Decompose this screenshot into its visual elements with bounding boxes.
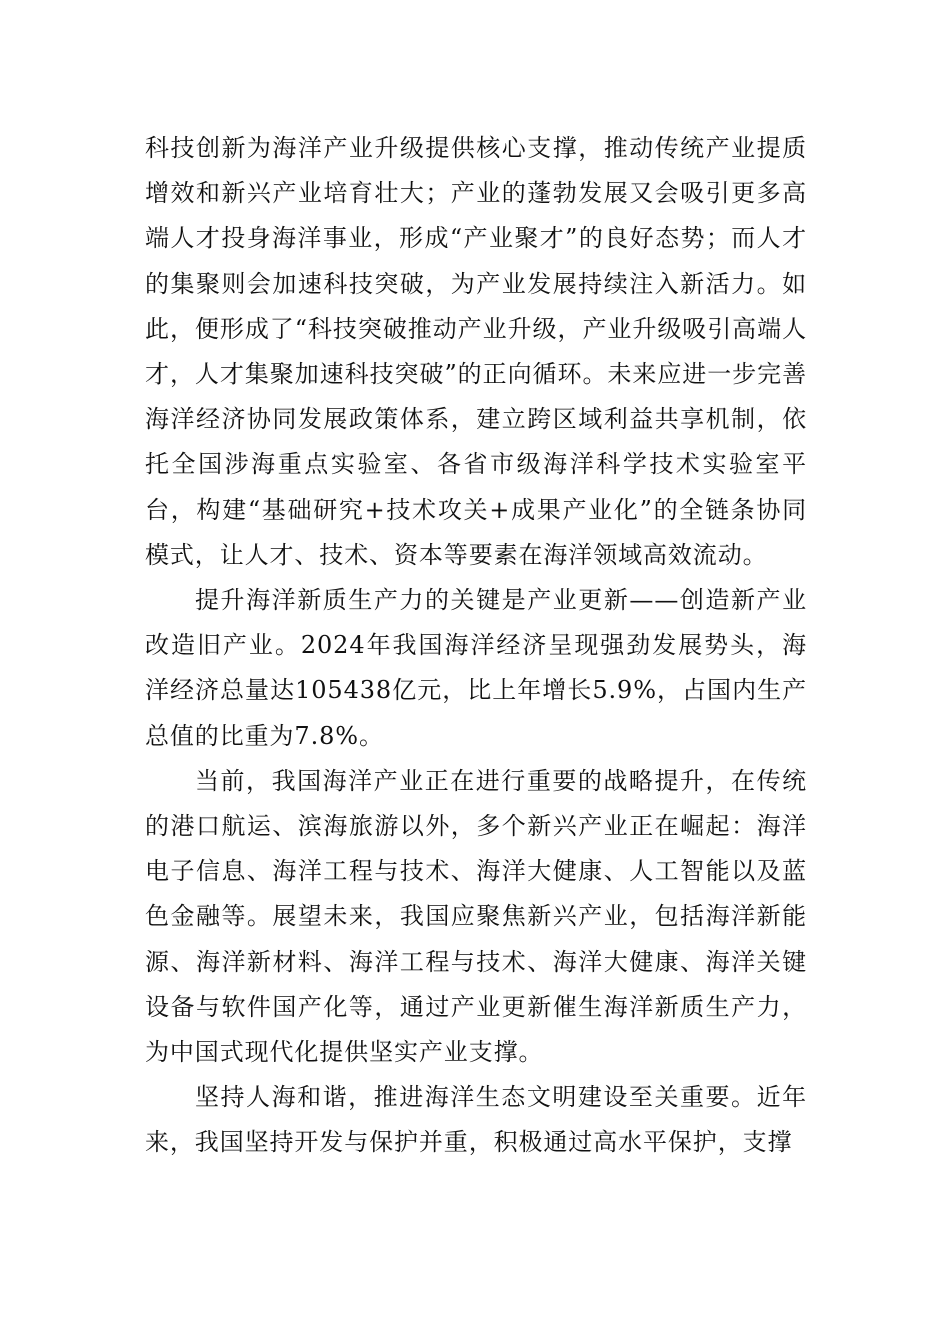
paragraph-industry-renewal: 提升海洋新质生产力的关键是产业更新——创造新产业改造旧产业。2024年我国海洋经济呈现强劲发展势头，海洋经济总量达105438亿元，比上年增长5.9%，占国内生产总值的比重为7.8%。 <box>145 586 807 750</box>
paragraph-continued: 科技创新为海洋产业升级提供核心支撑，推动传统产业提质增效和新兴产业培育壮大；产业的蓬勃发展又会吸引更多高端人才投身海洋事业，形成“产业聚才”的良好态势；而人才的集聚则会加速科技突破，为产业发展持续注入新活力。如此，便形成了“科技突破推动产业升级，产业升级吸引高端人才，人才集聚加速科技突破”的正向循环。未来应进一步完善海洋经济协同发展政策体系，建立跨区域利益共享机制，依托全国涉海重点实验室、各省市级海洋科学技术实验室平台，构建“基础研究+技术攻关+成果产业化”的全链条协同模式，让人才、技术、资本等要素在海洋领域高效流动。 <box>145 134 807 569</box>
document-body <box>145 126 807 1166</box>
paragraph-emerging-industries: 当前，我国海洋产业正在进行重要的战略提升，在传统的港口航运、滨海旅游以外，多个新兴产业正在崛起：海洋电子信息、海洋工程与技术、海洋大健康、人工智能以及蓝色金融等。展望未来，我国应聚焦新兴产业，包括海洋新能源、海洋新材料、海洋工程与技术、海洋大健康、海洋关键设备与软件国产化等，通过产业更新催生海洋新质生产力，为中国式现代化提供坚实产业支撑。 <box>145 766 807 1067</box>
paragraph-ecological-civilization: 坚持人海和谐，推进海洋生态文明建设至关重要。近年来，我国坚持开发与保护并重，积极通过高水平保护，支撑 <box>145 1083 807 1157</box>
